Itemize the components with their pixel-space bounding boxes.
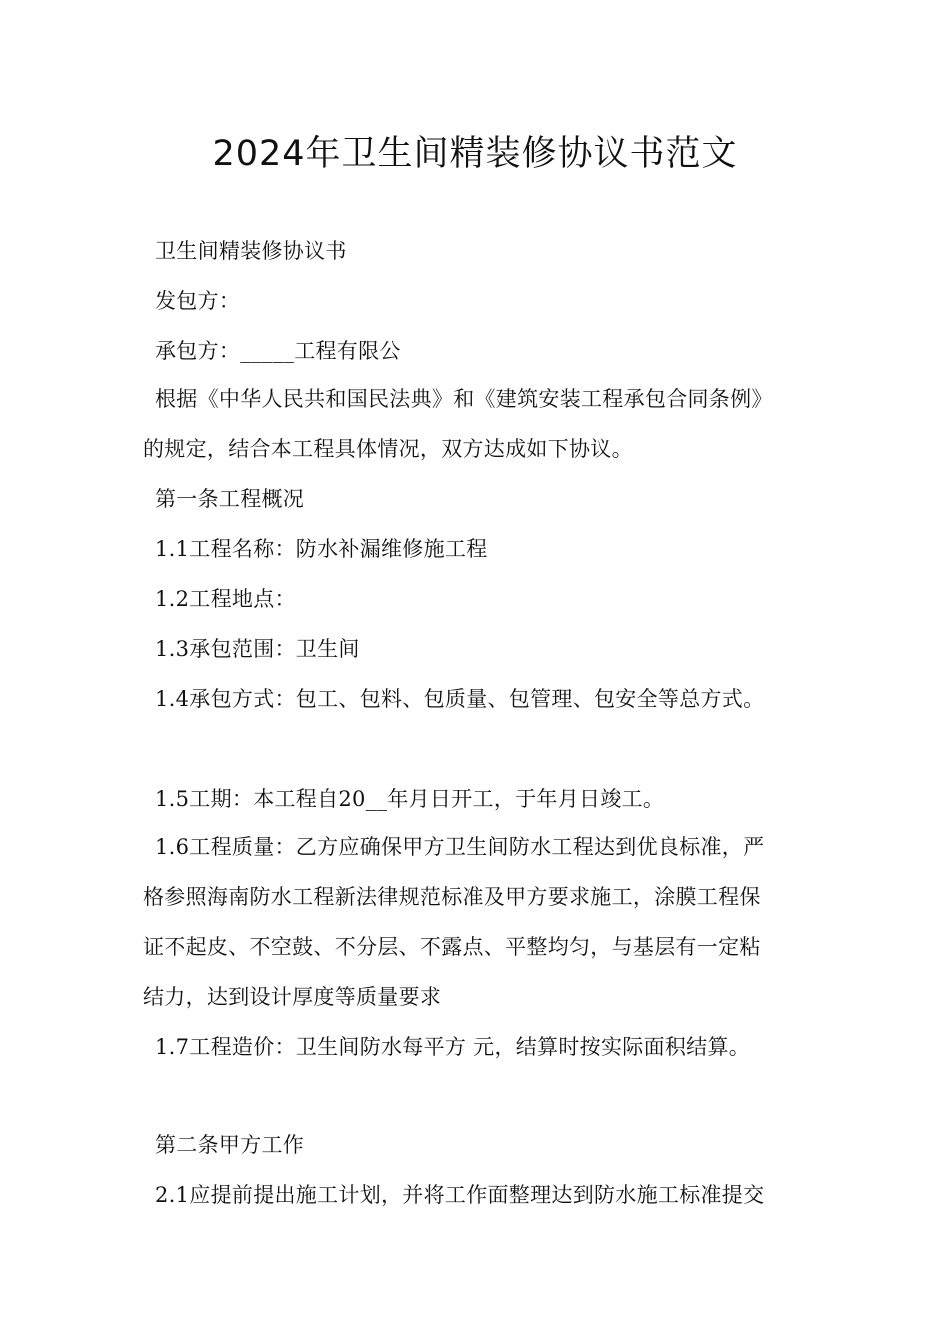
text-line: 1.2工程地点： bbox=[155, 587, 296, 611]
text-line: 证不起皮、不空鼓、不分层、不露点、平整均匀，与基层有一定粘 bbox=[143, 935, 761, 959]
text-line: 1.7工程造价：卫生间防水每平方 元，结算时按实际面积结算。 bbox=[155, 1035, 751, 1059]
text-line: 格参照海南防水工程新法律规范标准及甲方要求施工，涂膜工程保 bbox=[143, 885, 761, 909]
text-line: 1.5工期：本工程自20__年月日开工，于年月日竣工。 bbox=[155, 787, 665, 811]
text-line: 发包方： bbox=[155, 289, 241, 313]
text-line: 2.1应提前提出施工计划，并将工作面整理达到防水施工标准提交 bbox=[155, 1183, 765, 1207]
text-line: 1.3承包范围：卫生间 bbox=[155, 637, 360, 661]
text-line: 根据《中华人民共和国民法典》和《建筑安装工程承包合同条例》 bbox=[155, 387, 773, 411]
text-line: 1.6工程质量：乙方应确保甲方卫生间防水工程达到优良标准，严 bbox=[155, 835, 765, 859]
text-line: 第二条甲方工作 bbox=[155, 1133, 305, 1157]
text-line: 卫生间精装修协议书 bbox=[155, 239, 347, 263]
text-line: 1.1工程名称：防水补漏维修施工程 bbox=[155, 537, 488, 561]
text-line: 的规定，结合本工程具体情况，双方达成如下协议。 bbox=[143, 437, 633, 461]
text-line: 第一条工程概况 bbox=[155, 487, 305, 511]
text-line: 1.4承包方式：包工、包料、包质量、包管理、包安全等总方式。 bbox=[155, 687, 765, 711]
document-title: 2024年卫生间精装修协议书范文 bbox=[212, 134, 738, 174]
text-line: 承包方：_____工程有限公 bbox=[155, 339, 401, 363]
text-line: 结力，达到设计厚度等质量要求 bbox=[143, 985, 442, 1009]
